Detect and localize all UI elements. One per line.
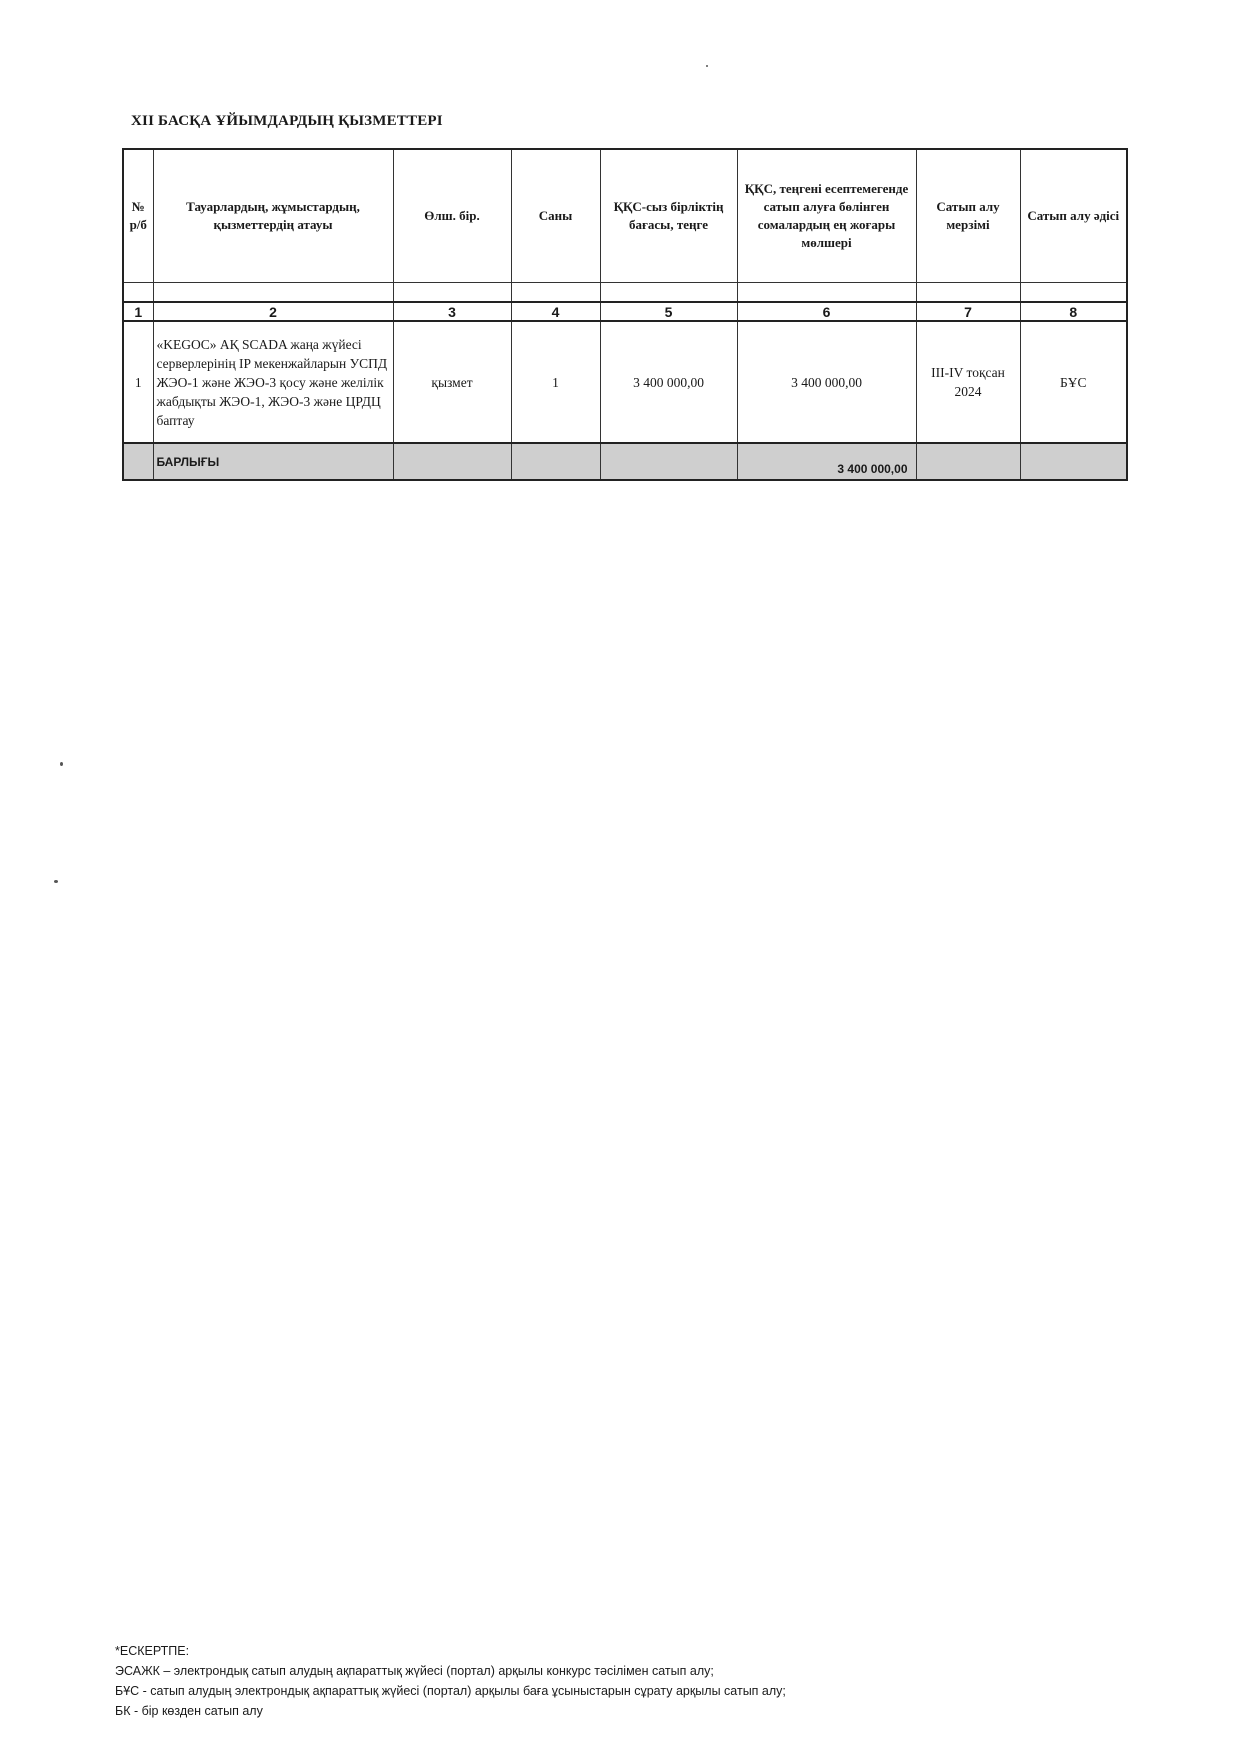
total-empty-cell <box>916 443 1020 480</box>
footnote-line: БҰС - сатып алудың электрондық ақпараттық жүйесі (портал) арқылы баға ұсыныстарын сұрату арқылы сатып алу; <box>115 1684 786 1698</box>
column-number-row <box>123 302 1127 321</box>
total-empty-cell <box>393 443 511 480</box>
footnote <box>115 1641 786 1721</box>
header-period: Сатып алу мерзімі <box>916 149 1020 283</box>
header-unit-price: ҚҚС-сыз бірліктің бағасы, теңге <box>600 149 737 283</box>
row-max-amount: 3 400 000,00 <box>737 321 916 443</box>
column-number: 6 <box>737 302 916 321</box>
row-unit-price: 3 400 000,00 <box>600 321 737 443</box>
footnote-line: БК - бір көзден сатып алу <box>115 1704 263 1718</box>
total-row <box>123 443 1127 480</box>
column-number: 3 <box>393 302 511 321</box>
footnote-title: *ЕСКЕРТПЕ: <box>115 1644 190 1658</box>
column-number: 4 <box>511 302 600 321</box>
table-row <box>123 321 1127 443</box>
column-number: 7 <box>916 302 1020 321</box>
header-max-amount: ҚҚС, теңгені есептемегенде сатып алуға бөлінген сомалардың ең жоғары мөлшері <box>737 149 916 283</box>
section-title: XII БАСҚА ҰЙЫМДАРДЫҢ ҚЫЗМЕТТЕРІ <box>131 113 443 129</box>
header-name: Тауарлардың, жұмыстардың, қызметтердің атауы <box>153 149 393 283</box>
header-row <box>123 149 1127 283</box>
total-empty-cell <box>123 443 153 480</box>
row-qty: 1 <box>511 321 600 443</box>
column-number: 2 <box>153 302 393 321</box>
row-period: III-IV тоқсан 2024 <box>916 321 1020 443</box>
column-number: 1 <box>123 302 153 321</box>
scan-speck <box>60 762 63 766</box>
spacer-cell <box>153 283 393 303</box>
spacer-cell <box>600 283 737 303</box>
spacer-cell <box>916 283 1020 303</box>
spacer-cell <box>123 283 153 303</box>
header-no: № р/б <box>123 149 153 283</box>
total-amount: 3 400 000,00 <box>737 443 916 480</box>
spacer-cell <box>393 283 511 303</box>
column-number: 8 <box>1020 302 1127 321</box>
total-empty-cell <box>600 443 737 480</box>
header-method: Сатып алу әдісі <box>1020 149 1127 283</box>
row-name: «KEGOC» АҚ SCADA жаңа жүйесі серверлерінің IP мекенжайларын УСПД ЖЭО-1 және ЖЭО-3 қосу және желілік жабдықты ЖЭО-1, ЖЭО-3 және ЦРДЦ баптау <box>153 321 393 443</box>
header-unit: Өлш. бір. <box>393 149 511 283</box>
total-label: БАРЛЫҒЫ <box>153 443 393 480</box>
spacer-cell <box>511 283 600 303</box>
total-empty-cell <box>1020 443 1127 480</box>
spacer-cell <box>737 283 916 303</box>
procurement-table <box>122 148 1128 481</box>
header-qty: Саны <box>511 149 600 283</box>
spacer-cell <box>1020 283 1127 303</box>
total-empty-cell <box>511 443 600 480</box>
spacer-row <box>123 283 1127 303</box>
footnote-line: ЭСАЖК – электрондық сатып алудың ақпараттық жүйесі (портал) арқылы конкурс тәсілімен сатып алу; <box>115 1664 714 1678</box>
column-number: 5 <box>600 302 737 321</box>
row-no: 1 <box>123 321 153 443</box>
scan-speck <box>54 880 58 883</box>
row-unit: қызмет <box>393 321 511 443</box>
row-method: БҰС <box>1020 321 1127 443</box>
scan-speck <box>706 65 708 67</box>
